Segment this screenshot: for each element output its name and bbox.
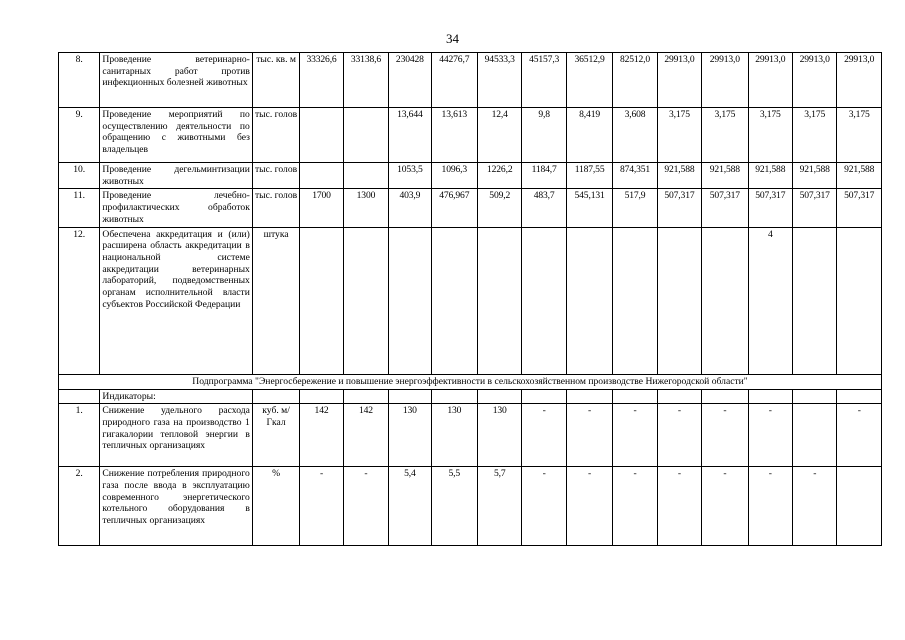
empty-cell xyxy=(837,389,882,404)
row-number: 11. xyxy=(59,189,100,227)
value-cell: 142 xyxy=(300,404,343,467)
value-cell: 3,608 xyxy=(613,108,657,163)
value-cell: 142 xyxy=(343,404,388,467)
empty-cell xyxy=(252,389,299,404)
value-cell: 1187,55 xyxy=(566,163,612,189)
value-cell: 29913,0 xyxy=(702,53,748,108)
value-cell: - xyxy=(837,404,882,467)
value-cell xyxy=(702,227,748,374)
value-cell: 230428 xyxy=(389,53,431,108)
value-cell: 507,317 xyxy=(837,189,882,227)
value-cell: 29913,0 xyxy=(837,53,882,108)
measure-name: Проведение лечебно-профилактических обработок животных xyxy=(100,189,252,227)
value-cell: 507,317 xyxy=(793,189,837,227)
measure-name: Обеспечена аккредитация и (или) расширена область аккредитации в национальной системе аккредитации ветеринарных лабораторий, подведомственных органам исполнительной власти субъектов Российской Федерации xyxy=(100,227,252,374)
table-row xyxy=(59,227,882,374)
value-cell: 1700 xyxy=(300,189,343,227)
indicator-name: Снижение потребления природного газа после ввода в эксплуатацию современного энергетического котельного оборудования в тепличных организациях xyxy=(100,467,252,546)
value-cell xyxy=(431,227,477,374)
value-cell: 1226,2 xyxy=(478,163,522,189)
value-cell: - xyxy=(702,404,748,467)
value-cell: 3,175 xyxy=(657,108,701,163)
value-cell xyxy=(389,227,431,374)
value-cell: - xyxy=(566,404,612,467)
value-cell: 130 xyxy=(431,404,477,467)
empty-cell xyxy=(793,389,837,404)
value-cell: 921,588 xyxy=(702,163,748,189)
empty-cell xyxy=(389,389,431,404)
value-cell: 921,588 xyxy=(793,163,837,189)
measure-name: Проведение дегельминтизации животных xyxy=(100,163,252,189)
empty-cell xyxy=(59,389,100,404)
subprogram-title: Подпрограмма "Энергосбережение и повышение энергоэффективности в сельскохозяйственном производстве Нижегородской области" xyxy=(59,374,882,389)
value-cell: 1184,7 xyxy=(522,163,566,189)
value-cell: 29913,0 xyxy=(657,53,701,108)
value-cell: 874,351 xyxy=(613,163,657,189)
value-cell xyxy=(300,163,343,189)
value-cell: 507,317 xyxy=(657,189,701,227)
value-cell xyxy=(522,227,566,374)
value-cell: - xyxy=(522,467,566,546)
value-cell: 4 xyxy=(748,227,792,374)
value-cell: - xyxy=(613,404,657,467)
row-number: 9. xyxy=(59,108,100,163)
value-cell: 29913,0 xyxy=(748,53,792,108)
empty-cell xyxy=(300,389,343,404)
value-cell xyxy=(478,227,522,374)
value-cell: - xyxy=(702,467,748,546)
value-cell: 3,175 xyxy=(702,108,748,163)
value-cell: - xyxy=(613,467,657,546)
row-number: 8. xyxy=(59,53,100,108)
unit-cell: штука xyxy=(252,227,299,374)
value-cell: 36512,9 xyxy=(566,53,612,108)
value-cell: 921,588 xyxy=(837,163,882,189)
value-cell: 507,317 xyxy=(748,189,792,227)
value-cell: - xyxy=(343,467,388,546)
row-number: 10. xyxy=(59,163,100,189)
value-cell: 1096,3 xyxy=(431,163,477,189)
value-cell xyxy=(613,227,657,374)
measure-name: Проведение ветеринарно-санитарных работ против инфекционных болезней животных xyxy=(100,53,252,108)
value-cell: 3,175 xyxy=(837,108,882,163)
row-number: 1. xyxy=(59,404,100,467)
value-cell: - xyxy=(657,467,701,546)
row-number: 2. xyxy=(59,467,100,546)
indicators-table xyxy=(58,52,882,546)
unit-cell: тыс. кв. м xyxy=(252,53,299,108)
value-cell xyxy=(566,227,612,374)
value-cell: 33326,6 xyxy=(300,53,343,108)
empty-cell xyxy=(613,389,657,404)
value-cell xyxy=(343,108,388,163)
value-cell: 1300 xyxy=(343,189,388,227)
value-cell xyxy=(657,227,701,374)
value-cell: 476,967 xyxy=(431,189,477,227)
value-cell: 33138,6 xyxy=(343,53,388,108)
empty-cell xyxy=(657,389,701,404)
subprogram-row xyxy=(59,374,882,389)
value-cell: - xyxy=(657,404,701,467)
unit-cell: куб. м/Гкал xyxy=(252,404,299,467)
measure-name: Проведение мероприятий по осуществлению деятельности по обращению с животными без владельцев xyxy=(100,108,252,163)
table-row xyxy=(59,467,882,546)
value-cell: 483,7 xyxy=(522,189,566,227)
indicators-row xyxy=(59,389,882,404)
value-cell: - xyxy=(566,467,612,546)
value-cell: 13,613 xyxy=(431,108,477,163)
value-cell: 13,644 xyxy=(389,108,431,163)
value-cell: 5,5 xyxy=(431,467,477,546)
value-cell: 5,7 xyxy=(478,467,522,546)
value-cell: 509,2 xyxy=(478,189,522,227)
value-cell: 9,8 xyxy=(522,108,566,163)
value-cell: 545,131 xyxy=(566,189,612,227)
value-cell: 94533,3 xyxy=(478,53,522,108)
indicator-name: Снижение удельного расхода природного газа на производство 1 гигакалории тепловой энергии в тепличных организациях xyxy=(100,404,252,467)
empty-cell xyxy=(431,389,477,404)
empty-cell xyxy=(522,389,566,404)
value-cell: - xyxy=(748,467,792,546)
table-row xyxy=(59,163,882,189)
value-cell: 921,588 xyxy=(657,163,701,189)
value-cell: 29913,0 xyxy=(793,53,837,108)
value-cell xyxy=(837,467,882,546)
value-cell: 130 xyxy=(478,404,522,467)
value-cell: 5,4 xyxy=(389,467,431,546)
value-cell xyxy=(300,108,343,163)
value-cell: 8,419 xyxy=(566,108,612,163)
value-cell: - xyxy=(748,404,792,467)
empty-cell xyxy=(478,389,522,404)
table-row xyxy=(59,108,882,163)
value-cell: 44276,7 xyxy=(431,53,477,108)
value-cell xyxy=(837,227,882,374)
row-number: 12. xyxy=(59,227,100,374)
unit-cell: % xyxy=(252,467,299,546)
value-cell: 921,588 xyxy=(748,163,792,189)
value-cell: - xyxy=(522,404,566,467)
value-cell: 3,175 xyxy=(793,108,837,163)
unit-cell: тыс. голов xyxy=(252,163,299,189)
value-cell: 507,317 xyxy=(702,189,748,227)
empty-cell xyxy=(343,389,388,404)
empty-cell xyxy=(748,389,792,404)
page-number: 34 xyxy=(446,31,459,46)
value-cell: - xyxy=(300,467,343,546)
value-cell: 82512,0 xyxy=(613,53,657,108)
value-cell: 45157,3 xyxy=(522,53,566,108)
table-row xyxy=(59,53,882,108)
value-cell: 403,9 xyxy=(389,189,431,227)
value-cell xyxy=(793,227,837,374)
value-cell: 3,175 xyxy=(748,108,792,163)
value-cell: - xyxy=(793,467,837,546)
value-cell xyxy=(793,404,837,467)
value-cell xyxy=(343,163,388,189)
empty-cell xyxy=(702,389,748,404)
value-cell xyxy=(300,227,343,374)
value-cell xyxy=(343,227,388,374)
table-row xyxy=(59,189,882,227)
unit-cell: тыс. голов xyxy=(252,108,299,163)
indicators-label: Индикаторы: xyxy=(100,389,252,404)
value-cell: 12,4 xyxy=(478,108,522,163)
value-cell: 1053,5 xyxy=(389,163,431,189)
empty-cell xyxy=(566,389,612,404)
table-row xyxy=(59,404,882,467)
unit-cell: тыс. голов xyxy=(252,189,299,227)
value-cell: 130 xyxy=(389,404,431,467)
value-cell: 517,9 xyxy=(613,189,657,227)
